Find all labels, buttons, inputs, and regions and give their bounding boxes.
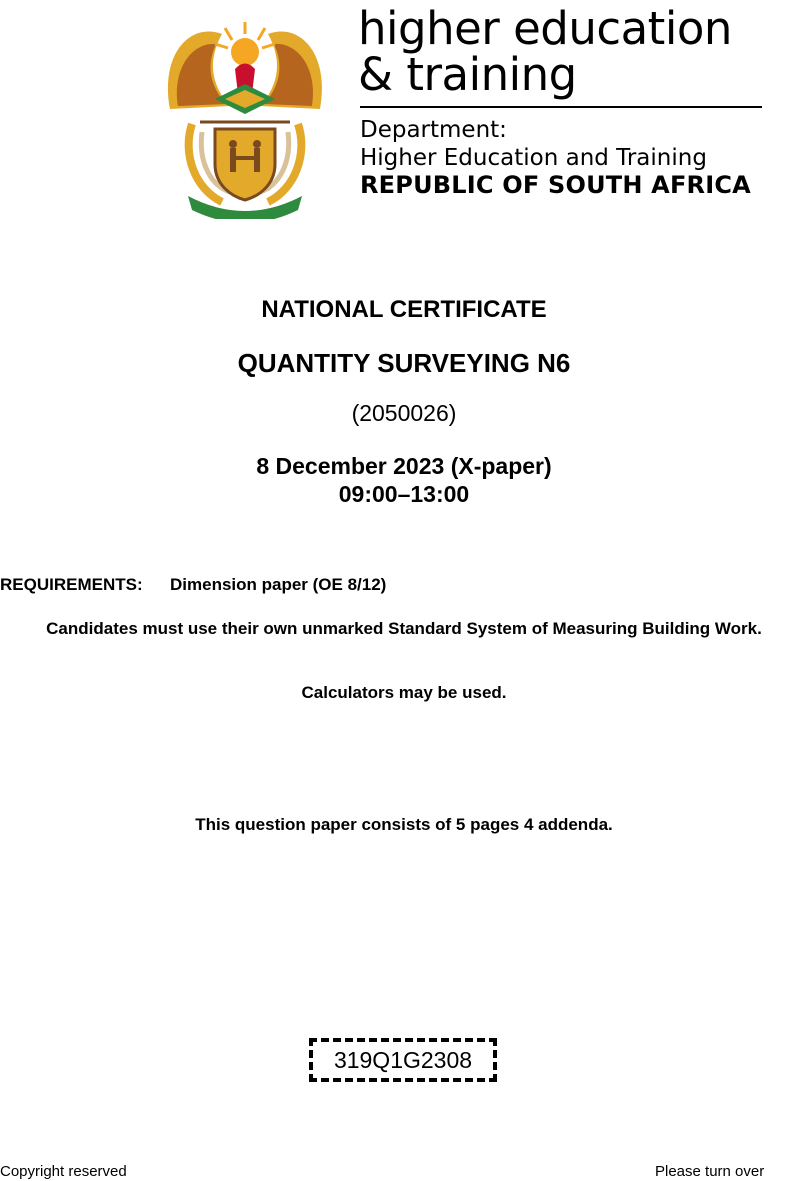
subject-title: QUANTITY SURVEYING N6 bbox=[237, 348, 571, 378]
department-label: Department: bbox=[360, 117, 507, 143]
exam-time: 09:00–13:00 bbox=[338, 481, 470, 507]
footer-turn-over: Please turn over bbox=[655, 1163, 765, 1180]
country-name: REPUBLIC OF SOUTH AFRICA bbox=[360, 171, 751, 199]
requirements-label: REQUIREMENTS: bbox=[0, 575, 143, 594]
brand-title-line1: higher education bbox=[358, 2, 732, 55]
brand-title-line2: & training bbox=[358, 48, 577, 101]
requirements-value: Dimension paper (OE 8/12) bbox=[170, 575, 387, 594]
calculators-note: Calculators may be used. bbox=[301, 683, 507, 702]
subject-code: (2050026) bbox=[351, 400, 457, 426]
pages-note: This question paper consists of 5 pages 4 addenda. bbox=[195, 815, 613, 834]
department-name: Higher Education and Training bbox=[360, 145, 707, 171]
certificate-title: NATIONAL CERTIFICATE bbox=[261, 296, 547, 323]
exam-date: 8 December 2023 (X-paper) bbox=[256, 453, 552, 479]
brand-divider bbox=[360, 106, 762, 108]
candidates-note: Candidates must use their own unmarked Standard System of Measuring Building Work. bbox=[46, 619, 762, 638]
coat-of-arms-icon bbox=[160, 14, 330, 219]
footer-copyright: Copyright reserved bbox=[0, 1163, 127, 1180]
paper-code-box: 319Q1G2308 bbox=[309, 1038, 497, 1082]
